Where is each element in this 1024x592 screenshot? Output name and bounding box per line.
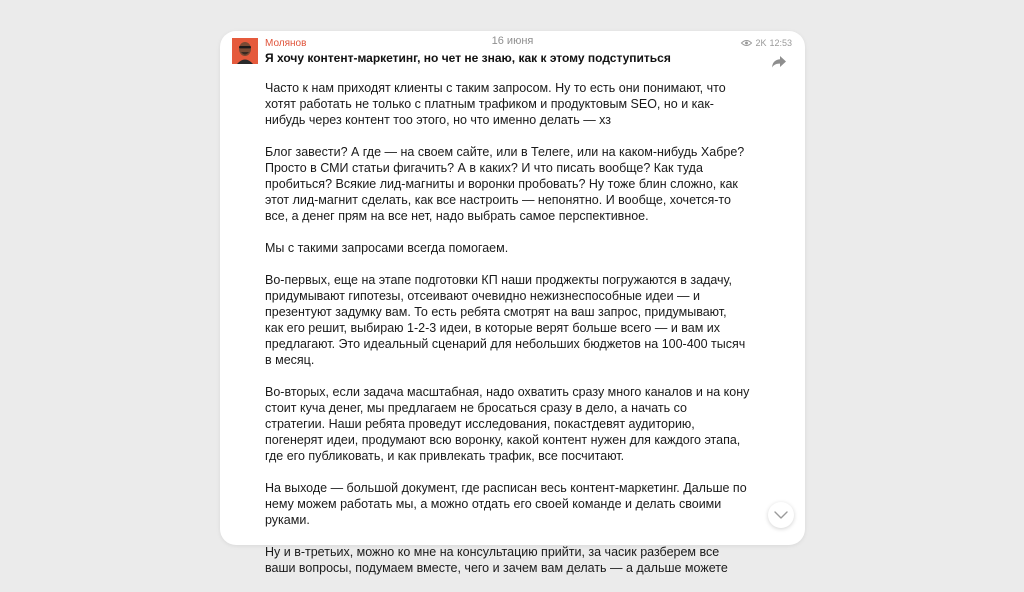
post-paragraph: Мы с такими запросами всегда помогаем. — [265, 241, 509, 255]
post-paragraph: Ну и в-третьих, можно ко мне на консультацию прийти, за часик разберем все ваши вопросы, подумаем вместе, чего и зачем вам делать — а дальше можете — [265, 545, 728, 575]
post-title: Я хочу контент-маркетинг, но чет не знаю, как к этому подступиться — [265, 51, 671, 65]
scroll-down-button[interactable] — [768, 502, 794, 528]
post-paragraph: Во-вторых, если задача масштабная, надо охватить сразу много каналов и на кону стоит куча денег, мы предлагаем не бросаться сразу в дело, а начать со стратегии. Наши ребята проведут исследования, покастдевят аудиторию, погенерят идеи, продумают всю воронку, какой контент нужен для каждого этапа, где его публиковать, и как привлекать трафик, все посчитают. — [265, 385, 750, 463]
post-time: 12:53 — [769, 38, 792, 48]
share-arrow-icon[interactable] — [771, 55, 787, 69]
post-paragraph: Часто к нам приходят клиенты с таким запросом. Ну то есть они понимают, что хотят работать не только с платным трафиком и продуктовым SEO, но и как- нибудь через контент тоо этого, но что именно делать — хз — [265, 81, 726, 127]
view-count: 2K — [755, 38, 767, 48]
eye-icon — [741, 39, 752, 47]
post-paragraph: Блог завести? А где — на своем сайте, или в Телеге, или на каком-нибудь Хабре? Просто в СМИ статьи фигачить? А в каких? И что писать вообще? Как туда пробиться? Всякие лид-магниты и воронки пробовать? Ну тоже блин сложно, как этот лид-магнит сделать, как все настроить — непонятно. И вообще, хочется-то все, а денег прям на все нет, надо выбрать самое перспективное. — [265, 145, 745, 223]
author-name[interactable]: Молянов — [265, 38, 307, 49]
post-body — [265, 80, 765, 592]
date-divider: 16 июня — [491, 35, 534, 47]
chevron-down-icon — [774, 511, 788, 519]
post-paragraph: Во-первых, еще на этапе подготовки КП наши проджекты погружаются в задачу, придумывают гипотезы, отсеивают очевидно нежизнеспособные идеи — и презентуют задумку вам. То есть ребята смотрят на ваш запрос, придумывают, как его решит, выбираю 1-2-3 идеи, в которые верят больше всего — и вам их предлагают. Это идеальный сценарий для небольших бюджетов на 100-400 тысяч в месяц. — [265, 273, 746, 367]
post-meta — [741, 38, 792, 48]
message-card — [220, 31, 805, 575]
post-paragraph: На выходе — большой документ, где расписан весь контент-маркетинг. Дальше по нему можем работать мы, а можно отдать его своей команде и делать своими руками. — [265, 481, 747, 527]
